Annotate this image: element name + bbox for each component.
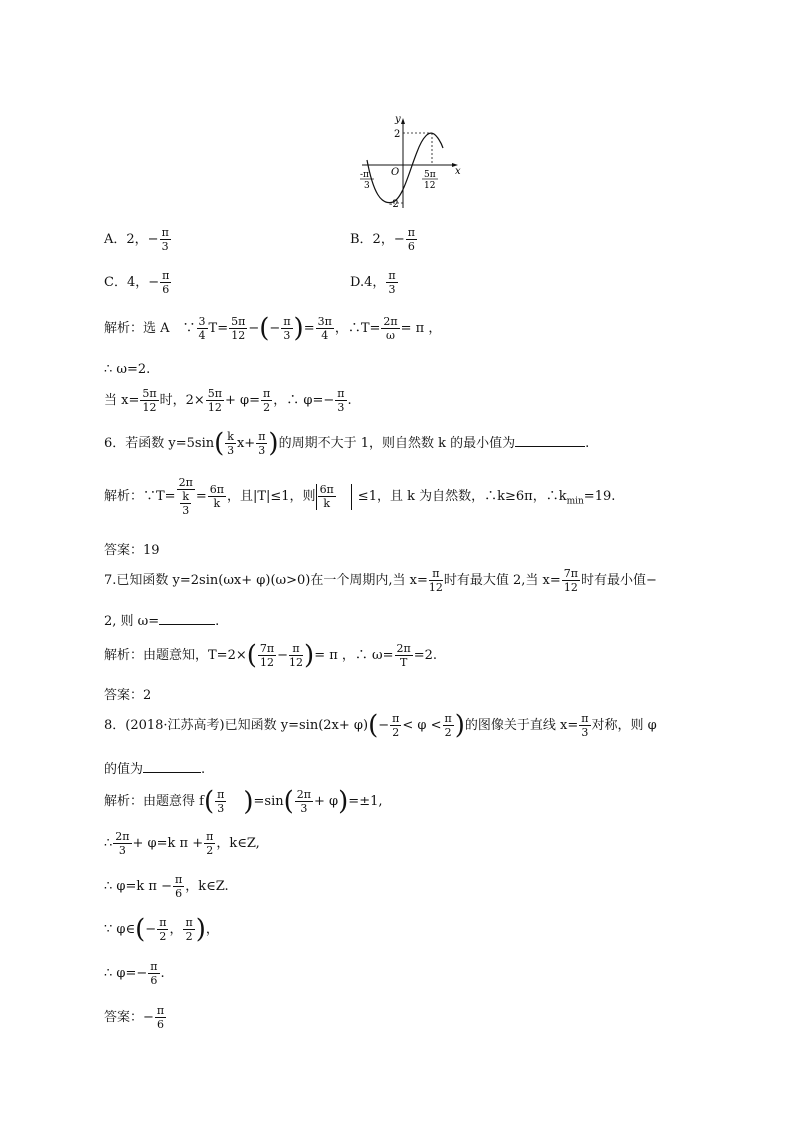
sine-curve [367, 133, 443, 202]
q6-question: 6．若函数 y=5sin( $\frac{k}{3}$ x+ $\frac{\pi}{3}$ )的周期不大于 1，则自然数 k 的最小值为 . [104, 428, 590, 459]
q8-solution-line3: ∴ φ=k π − $\frac{\pi}{6}$ ，k∈Z. [104, 873, 229, 900]
y-max-label: 2 [394, 129, 401, 140]
fraction: $\frac{3\pi}{4}$ [317, 315, 332, 342]
q7-question-line1: 7.已知函数 y=2sin(ωx+ φ)(ω>0)在一个周期内,当 x= $\frac{\pi}{12}$ 时有最大值 2,当 x= $\frac{7\pi}{12}$ 时有最小值− [104, 567, 657, 594]
q8-solution-line4: ∵ φ∈(− $\frac{\pi}{2}$ ， $\frac{\pi}{2}$ )， [104, 914, 219, 945]
fraction: $\frac{\pi}{3}$ [283, 315, 291, 342]
fraction: $\frac{2\pi}{\omega}$ [383, 315, 398, 342]
fraction: $\frac{\pi}{3}$ [161, 226, 169, 253]
fraction: $\frac{5\pi}{12}$ [142, 387, 157, 414]
fraction: $\frac{\pi}{3}$ [388, 269, 396, 296]
fraction: $\frac{\pi}{6}$ [162, 269, 170, 296]
fraction: $\frac{7\pi}{12}$ [259, 642, 275, 669]
fraction: $\frac{\pi}{3}$ [581, 712, 589, 739]
option-d: D.4， $\frac{\pi}{3}$ [350, 269, 396, 296]
q8-solution-line1: 解析：由题意得 f( $\frac{\pi}{3}$ )=sin( $\frac{2\pi}{3}$ + φ)=±1, [104, 786, 383, 817]
q5-solution-line1: 解析：选 A ∵ $\frac{3}{4}$ T= $\frac{5\pi}{12}$ −(− $\frac{\pi}{3}$ )= $\frac{3\pi}{4}$ ，∴T= $\frac{2\pi}{\omega}$ = π ， [104, 313, 442, 344]
fraction: $\frac{2\pi}{3}$ [296, 788, 311, 815]
q8-question-line2: 的值为 . [104, 758, 205, 777]
fraction: $\frac{5\pi}{12}$ [231, 315, 246, 342]
q8-solution-line2: ∴ $\frac{2\pi}{3}$ + φ=k π + $\frac{\pi}{2}$ ，k∈Z, [104, 830, 260, 857]
y-axis-label: y [395, 114, 401, 125]
answer-blank [515, 433, 585, 447]
y-axis-arrow [401, 118, 405, 124]
fraction: $\frac{\pi}{6}$ [156, 1004, 165, 1031]
q6-solution: 解析：∵T= $\frac{2\pi}{\frac{k}{3}}$ = $\frac{6\pi}{k}$ ，且|T|≤1，则 $\frac{6\pi}{k}$ ≤1，且 k 为自然数，∴k≥6π，$\therefore k_{min}=19$. [104, 476, 616, 517]
fraction: $\frac{\pi}{3}$ [337, 387, 345, 414]
x-left-den: 3 [364, 181, 370, 191]
q7-answer: 答案：2 [104, 688, 152, 703]
q8-solution-line5: ∴ φ=− $\frac{\pi}{6}$ . [104, 960, 165, 987]
fraction: $\frac{\pi}{2}$ [392, 712, 400, 739]
q6-answer: 答案：19 [104, 543, 160, 558]
fraction: $\frac{2\pi}{3}$ [115, 830, 130, 857]
fraction: $\frac{\pi}{6}$ [174, 873, 183, 900]
answer-blank [143, 759, 201, 773]
sine-graph [355, 112, 470, 212]
complex-fraction: $\frac{2\pi}{\frac{k}{3}}$ [178, 476, 193, 517]
option-a: A．2，− $\frac{\pi}{3}$ [104, 226, 169, 253]
fraction: $\frac{\pi}{12}$ [289, 642, 304, 669]
fraction: $\frac{\pi}{3}$ [258, 430, 266, 457]
q5-solution-line2: ∴ ω=2. [104, 362, 151, 377]
q8-answer: 答案：− $\frac{\pi}{6}$ [104, 1004, 165, 1031]
option-c: C．4，− $\frac{\pi}{6}$ [104, 269, 170, 296]
y-min-label: -2 [389, 199, 399, 210]
fraction: $\frac{\pi}{2}$ [263, 387, 271, 414]
fraction: $\frac{\pi}{3}$ [217, 788, 225, 815]
x-left-num: -π [360, 170, 369, 180]
fraction: $\frac{5\pi}{12}$ [207, 387, 222, 414]
fraction: $\frac{\pi}{2}$ [206, 830, 214, 857]
q7-solution: 解析：由题意知，T=2×( $\frac{7\pi}{12}$ − $\frac{\pi}{12}$ )= π ，∴ ω= $\frac{2\pi}{T}$ =2. [104, 640, 438, 671]
fraction: $\frac{7\pi}{12}$ [563, 567, 578, 594]
x-right-num: 5π [424, 170, 436, 180]
fraction: $\frac{\pi}{2}$ [444, 712, 452, 739]
q7-question-line2: 2, 则 ω= . [104, 610, 219, 629]
fraction: $\frac{\pi}{6}$ [407, 226, 415, 253]
fraction: $\frac{6\pi}{k}$ [319, 483, 334, 510]
fraction: $\frac{2\pi}{T}$ [396, 642, 411, 669]
fraction: $\frac{\pi}{2}$ [159, 916, 167, 943]
option-b: B．2，− $\frac{\pi}{6}$ [350, 226, 415, 253]
fraction: $\frac{\pi}{2}$ [185, 916, 193, 943]
fraction: $\frac{\pi}{6}$ [150, 960, 158, 987]
x-axis-label: x [455, 166, 461, 177]
fraction: $\frac{k}{3}$ [227, 430, 235, 457]
x-right-den: 12 [424, 181, 436, 191]
origin-label: O [391, 167, 400, 178]
fraction: $\frac{\pi}{12}$ [428, 567, 443, 594]
fraction: $\frac{6\pi}{k}$ [209, 483, 224, 510]
q5-solution-line3: 当 x= $\frac{5\pi}{12}$ 时，2× $\frac{5\pi}{12}$ + φ= $\frac{\pi}{2}$ ，∴ φ=− $\frac{\pi}{3}$ . [104, 387, 352, 414]
fraction: $\frac{3}{4}$ [198, 315, 206, 342]
q8-question-line1: 8．(2018·江苏高考)已知函数 y=sin(2x+ φ)(− $\frac{\pi}{2}$ < φ < $\frac{\pi}{2}$ )的图像关于直线 x= $\frac{\pi}{3}$ 对称，则 φ [104, 710, 657, 741]
answer-blank [159, 611, 215, 625]
